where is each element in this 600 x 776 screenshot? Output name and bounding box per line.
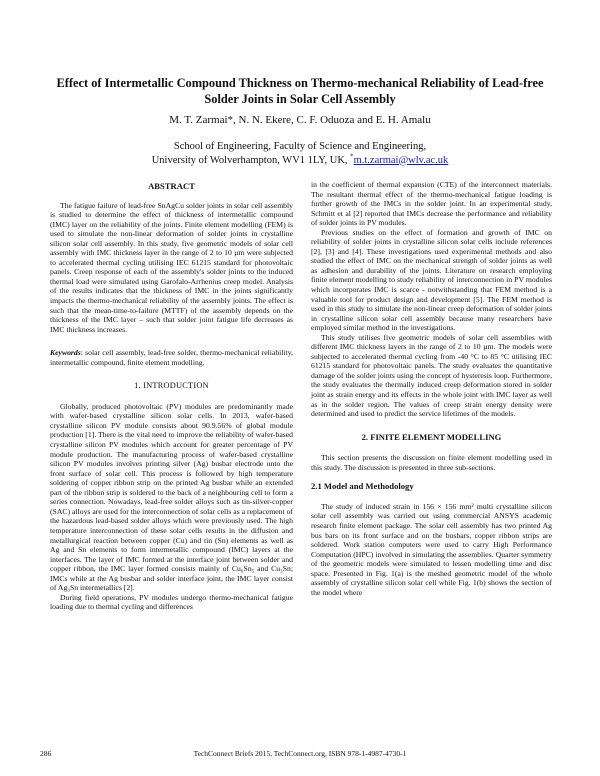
left-column bbox=[50, 180, 293, 612]
introduction-paragraph-3: in the coefficient of thermal expansion (CTE) of the interconnect materials. The resultant thermal effect of the thermo-mechanical fatigue loading is further growth of the IMCs in the solder joint. In an experimental study, Schmitt et al [2] reported that IMCs decrease the performance and reliability of solder joints in PV modules. bbox=[311, 180, 552, 228]
title-line-2: Solder Joints in Solar Cell Assembly bbox=[204, 91, 396, 106]
introduction-paragraph-4: Previous studies on the effect of formation and growth of IMC on reliability of solder joints in crystalline silicon solar cells include references [2], [3] and [4]. These investigations used experimental methods and also studied the effect of IMC on the mechanical strength of solder joints as well as adhesion and durability of the joints. Literature on research employing finite element modelling to study reliability of interconnection in PV modules which incorporates IMC is scarce - notwithstanding that FEM method is a valuable tool for product design and development [5]. The FEM method is used in this study to simulate the non-linear creep deformation of solder joints in crystalline silicon solar cell assembly because many researchers have employed similar method in the investigations. bbox=[311, 227, 552, 333]
abstract-heading: ABSTRACT bbox=[148, 181, 195, 191]
abstract-text: The fatigue failure of lead-free SnAgCu solder joints in solar cell assembly is studied to determine the effect of thickness of intermetallic compound (IMC) layer on the reliability of the joints. Finite element modelling (FEM) is used to simulate the non-linear deformation of solder joints in crystalline silicon solar cell assembly. In this study, five geometric models of solar cell assembly with IMC thickness layer in the range of 2 to 10 µm were subjected to accelerated thermal cycling utilising IEC 61215 standard for photovoltaic panels. Creep response of each of the assembly's solder joints to the induced thermal load were simulated using Garofalo-Arrhenius creep model. Analysis of the results indicates that the thickness of IMC in the joints significantly impacts the thermo-mechanical reliability of the assembly joints. The effect is such that the mean-time-to-failure (MTTF) of the assembly depends on the thickness of the IMC layer – such that solder joint fatigue life decreases as IMC thickness increases. bbox=[50, 200, 293, 334]
introduction-paragraph-1: Globally, produced photovoltaic (PV) modules are predominantly made with wafer-based crystalline silicon solar cells. In 2013, wafer-based crystalline silicon PV module consists about 90.9.56% of global module production [1]. There is the vital need to improve the reliability of wafer-based crystalline silicon PV modules which account for greater percentage of PV module production. The manufacturing process of wafer-based crystalline silicon PV modules involves printing silver (Ag) busbar electrode unto the front surface of solar cell. This process is followed by high temperature soldering of copper ribbon strip on the printed Ag busbar while an extended part of the ribbon strip is soldered to the back of a neighbouring cell to form a series connection. Nowadays, lead-free solder alloys such as tin-silver-copper (SAC) alloys are used for the interconnection of solar cells as a replacement of the hazardous lead-based solder alloys which were previously used. The high temperature interconnection of these solar cells results in the diffusion and metallurgical reaction between copper (Cu) and tin (Sn) elements as well as Ag and Sn elements to form intermetallic compound (IMC) layers at the interfaces. The layer of IMC formed at the interface joint between solder and copper ribbon, the IMC layer formed consists mainly of Cu₆Sn₅ and Cu₃Sn; IMCs while at the Ag busbar and solder interface joint, the IMC layer consist of Ag₃Sn intermetallics [2]. bbox=[50, 401, 293, 593]
affiliation-line-1: School of Engineering, Faculty of Science and Engineering, bbox=[173, 141, 427, 152]
corresponding-mark: * bbox=[350, 153, 354, 160]
right-column bbox=[311, 180, 552, 597]
fem-heading: 2. FINITE ELEMENT MODELLING bbox=[361, 431, 502, 442]
author-list: M. T. Zarmai*, N. N. Ekere, C. F. Oduoza and E. H. Amalu bbox=[169, 114, 431, 126]
keywords-text: : solar cell assembly, lead-free solder, thermo-mechanical reliability, intermetallic compound, finite element modelling. bbox=[50, 348, 293, 367]
title-line-1: Effect of Intermetallic Compound Thickness on Thermo-mechanical Reliability of Lead-free bbox=[56, 76, 544, 90]
email-link[interactable]: m.t.zarmai@wlv.ac.uk bbox=[353, 154, 449, 166]
paper-title bbox=[46, 76, 554, 107]
fem-paragraph: This section presents the discussion on finite element modelling used in this study. The discussion is presented in three sub-sections. bbox=[311, 453, 552, 472]
model-methodology-paragraph: The study of induced strain in 156 × 156 mm² multi crystalline silicon solar cell assembly was carried out using commercial ANSYS academic research finite element package. The solar cell assembly has two printed Ag bus bars on its front surface and on the busbars, copper ribbon strips are soldered. Work station computers were used to carry High Performance Computation (HPC) involved in simulating the assemblies. Quarter symmetry of the geometric models were simulated to lessen modelling time and disc space. Presented in Fig. 1(a) is the meshed geometric model of the whole assembly of crystalline silicon solar cell while Fig. 1(b) shows the section of the model where bbox=[311, 501, 552, 597]
affiliation bbox=[46, 140, 554, 167]
introduction-paragraph-2: During field operations, PV modules undergo thermo-mechanical fatigue loading due to thermal cycling and differences bbox=[50, 592, 293, 612]
footer-citation: TechConnect Briefs 2015, TechConnect.org, ISBN 978-1-4987-4730-1 bbox=[193, 749, 407, 758]
introduction-paragraph-5: This study utilises five geometric models of solar cell assemblies with different IMC thickness layers in the range of 2 to 10 µm. The models were subjected to accelerated thermal cycling from -40 °C to 85 °C utilising IEC 61215 standard for photovoltaic panels. The study evaluates the quantitative damage of the solder joints using the concept of hysteresis loop. Furthermore, the study evaluates the thermally induced creep deformation stored in solder joint as strain energy and its effects in the whole joint with IMC layer as well as in the solder region. The values of creep strain energy density were determined and used to predict the service lifetimes of the models. bbox=[311, 332, 552, 419]
model-methodology-heading: 2.1 Model and Methodology bbox=[311, 481, 414, 492]
affiliation-line-2 bbox=[46, 154, 554, 168]
keywords-label: Keywords bbox=[50, 348, 81, 358]
affiliation-institution: University of Wolverhampton, WV1 1LY, UK, bbox=[151, 154, 348, 166]
page-number: 286 bbox=[40, 749, 52, 758]
introduction-heading: 1. INTRODUCTION bbox=[134, 381, 209, 391]
keywords bbox=[50, 348, 293, 367]
